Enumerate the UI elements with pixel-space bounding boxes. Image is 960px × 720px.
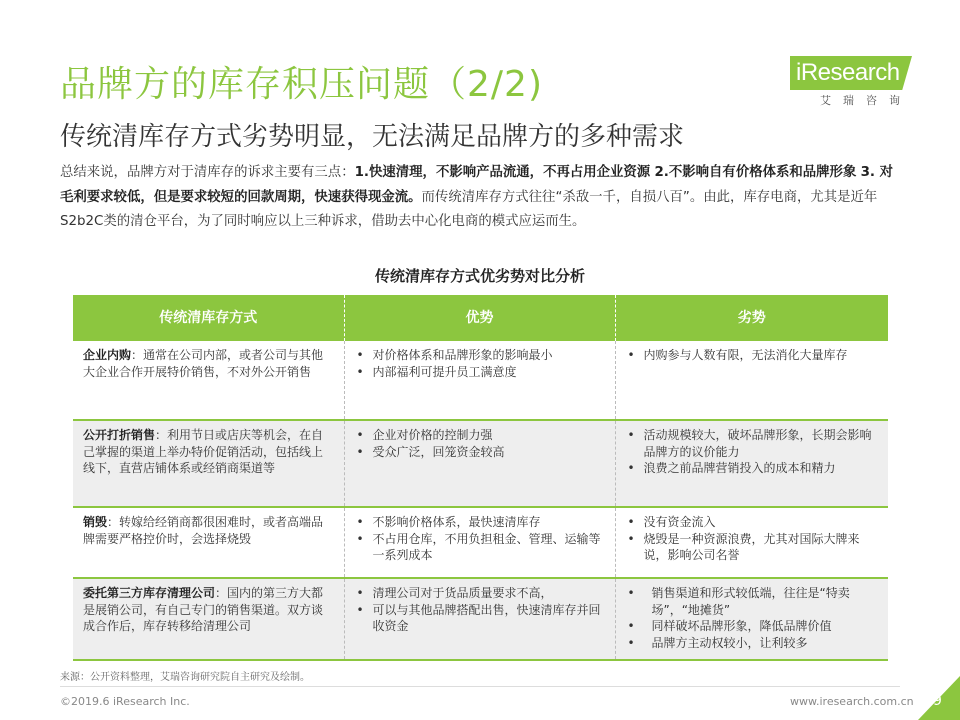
- website-url[interactable]: www.iresearch.com.cn: [790, 695, 914, 708]
- table-header-row: [73, 295, 888, 341]
- cons-item: • 内购参与人数有限，无法消化大量库存: [626, 347, 879, 364]
- cons-item: • 浪费之前品牌营销投入的成本和精力: [626, 460, 879, 477]
- method-name: 公开打折销售: [83, 428, 156, 442]
- table-row: [73, 507, 888, 578]
- cons-item: • 活动规模较大，破坏品牌形象，长期会影响品牌方的议价能力: [626, 427, 879, 460]
- cons-item: • 烧毁是一种资源浪费，尤其对国际大牌来说，影响公司名誉: [626, 531, 879, 564]
- cons-cell: [615, 507, 888, 578]
- intro-paragraph: [60, 161, 900, 235]
- source-note: 来源：公开资料整理，艾瑞咨询研究院自主研究及绘制。: [60, 672, 310, 683]
- intro-text: 总结来说，品牌方对于清库存的诉求主要有三点：: [60, 165, 355, 180]
- footer-divider: [60, 686, 900, 687]
- page-number: 9: [933, 693, 942, 709]
- pros-item: • 企业对价格的控制力强: [355, 427, 605, 444]
- pros-item: • 清理公司对于货品质量要求不高，: [355, 585, 605, 602]
- cons-cell: [615, 341, 888, 420]
- pros-item: • 可以与其他品牌搭配出售，快速清库存并回收资金: [355, 602, 605, 635]
- copyright: ©2019.6 iResearch Inc.: [60, 695, 190, 708]
- pros-cell: [344, 341, 615, 420]
- logo-cn-text: 艾瑞咨询: [820, 94, 912, 107]
- pros-cell: [344, 507, 615, 578]
- intro-text: 而传统清库存方式往往“杀敌一千，自损八百”。由此，库存电商，尤其是近年S2b2C类的清仓平台，为了同时响应以上三种诉求，借助去中心化电商的模式应运而生。: [60, 189, 878, 230]
- method-desc: ：国内的第三方大都是展销公司，有自己专门的销售渠道。双方谈成合作后，库存转移给清理公司: [83, 586, 324, 633]
- cons-item: • 品牌方主动权较小，让利较多: [626, 635, 879, 652]
- method-desc: ：转嫁给经销商都很困难时，或者高端品牌需要严格控价时，会选择烧毁: [83, 515, 324, 546]
- table-row: [73, 341, 888, 420]
- iresearch-logo: [790, 52, 912, 110]
- method-name: 销毁: [83, 515, 108, 529]
- method-cell: [73, 578, 344, 660]
- method-cell: [73, 341, 344, 420]
- header-method: 传统清库存方式: [73, 295, 344, 341]
- header-pros: 优势: [344, 295, 615, 341]
- pros-item: • 内部福利可提升员工满意度: [355, 364, 605, 381]
- page-title: 品牌方的库存积压问题（2/2): [60, 64, 543, 105]
- intro-bold-point: 1.快速清理，不影响产品流通，不再占用企业资源: [354, 165, 651, 180]
- table-row: [73, 420, 888, 507]
- intro-bold-point: 3. 对毛利要求较低，但是要求较短的回款周期，快速获得现金流。: [60, 165, 894, 205]
- header-cons: 劣势: [615, 295, 888, 341]
- method-desc: ：利用节日或店庆等机会，在自己掌握的渠道上举办特价促销活动，包括线上线下，直营店铺体系或经销商渠道等: [83, 428, 324, 475]
- intro-bold-point: 2.不影响自有价格体系和品牌形象: [654, 165, 857, 180]
- pros-item: • 不影响价格体系，最快速清库存: [355, 514, 605, 531]
- cons-item: • 销售渠道和形式较低端，往往是“特卖场”，“地摊货”: [626, 585, 879, 618]
- method-cell: [73, 420, 344, 507]
- logo-brand-text: iResearch: [796, 59, 900, 86]
- pros-cell: [344, 420, 615, 507]
- method-desc: ：通常在公司内部，或者公司与其他大企业合作开展特价销售，不对外公开销售: [83, 348, 324, 379]
- method-cell: [73, 507, 344, 578]
- pros-item: • 受众广泛，回笼资金较高: [355, 444, 605, 461]
- comparison-table: [73, 295, 888, 661]
- cons-cell: [615, 578, 888, 660]
- cons-cell: [615, 420, 888, 507]
- table-caption: 传统清库存方式优劣势对比分析: [374, 267, 585, 285]
- method-name: 委托第三方库存清理公司: [83, 586, 216, 600]
- pros-cell: [344, 578, 615, 660]
- pros-item: • 对价格体系和品牌形象的影响最小: [355, 347, 605, 364]
- table-row: [73, 578, 888, 660]
- cons-item: • 同样破坏品牌形象，降低品牌价值: [626, 618, 879, 635]
- pros-item: • 不占用仓库，不用负担租金、管理、运输等一系列成本: [355, 531, 605, 564]
- page-subtitle: 传统清库存方式劣势明显，无法满足品牌方的多种需求: [60, 122, 685, 152]
- cons-item: • 没有资金流入: [626, 514, 879, 531]
- method-name: 企业内购: [83, 348, 132, 362]
